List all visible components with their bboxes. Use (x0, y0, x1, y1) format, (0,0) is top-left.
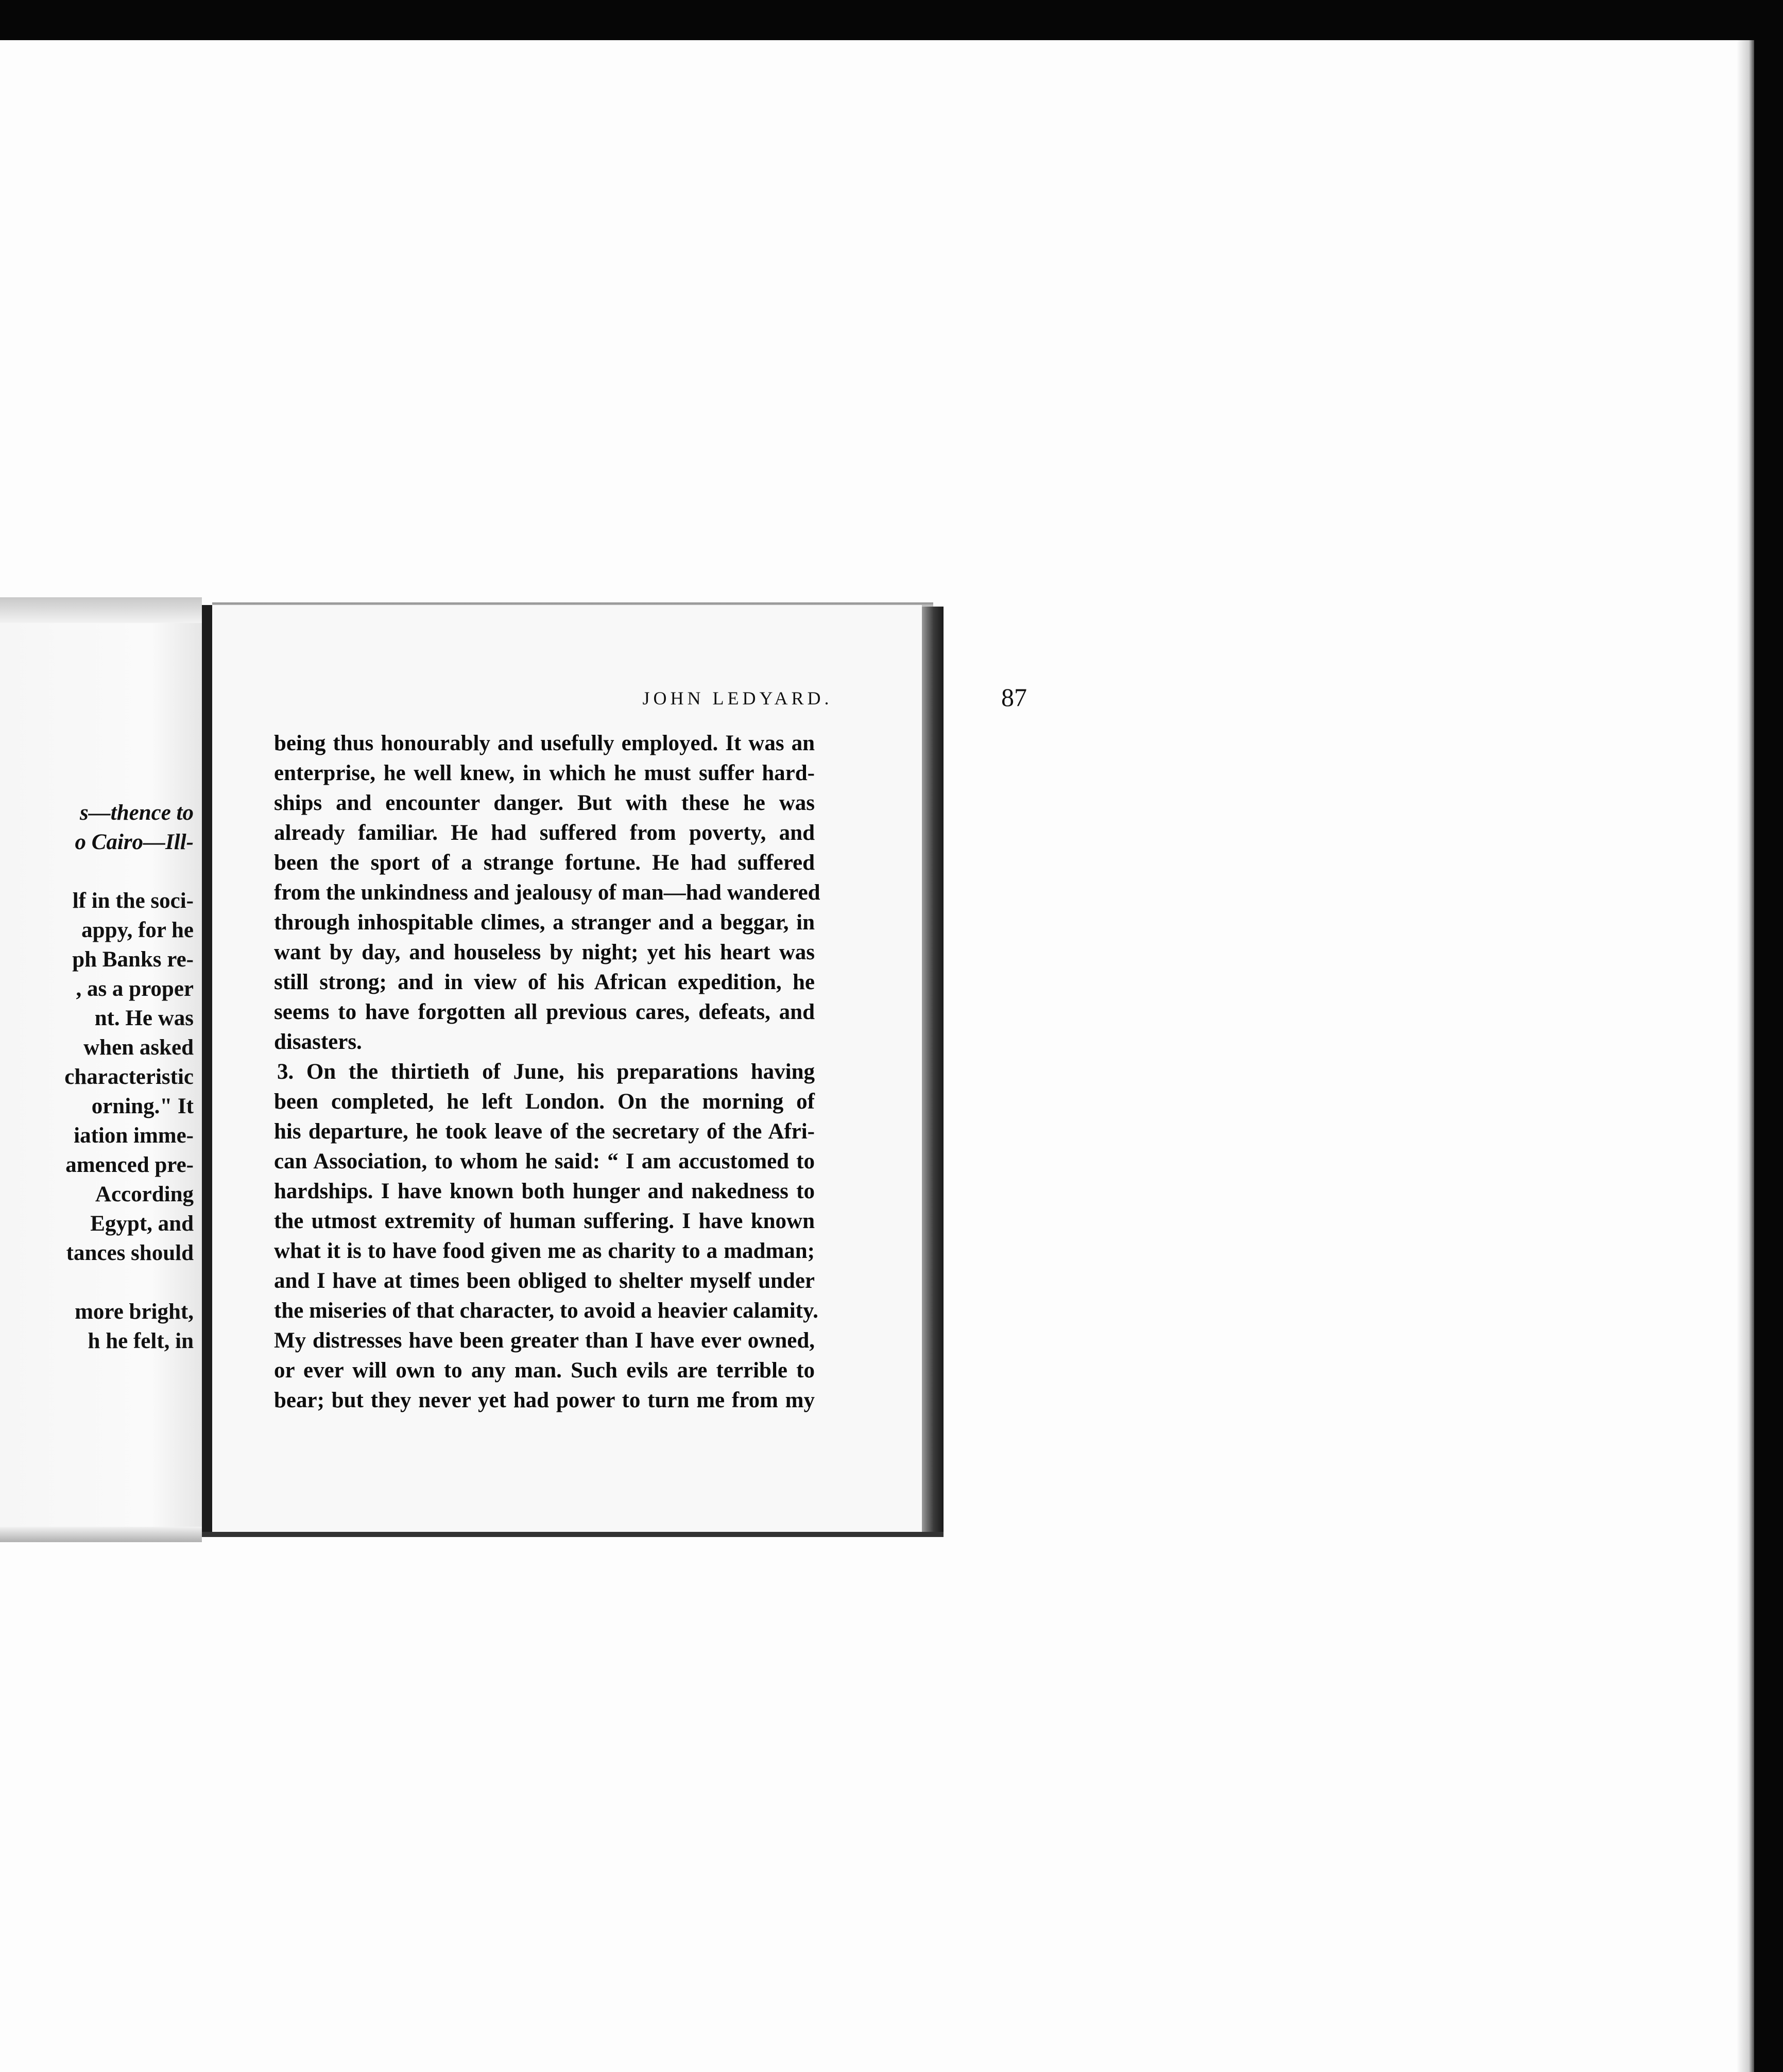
left-page-top-shadow (0, 597, 202, 623)
text-line: from the unkindness and jealousy of man—had wandered (274, 880, 820, 905)
text-line: want by day, and houseless by night; yet his heart was (274, 940, 815, 964)
right-page-fore-edge (922, 607, 944, 1537)
left-text-line: According (95, 1182, 194, 1206)
text-line: still strong; and in view of his African expedition, he (274, 970, 815, 994)
left-text-line: nt. He was (94, 1006, 194, 1030)
page-number: 87 (1001, 683, 1027, 712)
text-line: seems to have forgotten all previous cares, defeats, and (274, 1000, 815, 1024)
text-line: My distresses have been greater than I have ever owned, (274, 1328, 815, 1353)
left-text-line: amenced pre- (65, 1153, 194, 1177)
text-line: 3. On the thirtieth of June, his preparations having (277, 1060, 815, 1084)
left-text-line: tances should (66, 1241, 194, 1265)
text-line: and I have at times been obliged to shelter myself under (274, 1269, 815, 1293)
text-line: been the sport of a strange fortune. He had suffered (274, 851, 815, 875)
text-line: the miseries of that character, to avoid a heavier calamity. (274, 1299, 818, 1323)
left-text-line: ph Banks re- (72, 947, 194, 972)
text-line: ships and encounter danger. But with these he was (274, 791, 815, 815)
text-line: or ever will own to any man. Such evils are terrible to (274, 1358, 815, 1383)
text-line: his departure, he took leave of the secretary of the Afri- (274, 1119, 815, 1144)
left-text-line: s—thence to (80, 801, 194, 825)
text-line: being thus honourably and usefully employed. It was an (274, 731, 815, 755)
running-title: JOHN LEDYARD. (642, 688, 833, 709)
page-bottom-edge (202, 1532, 944, 1537)
text-line: been completed, he left London. On the morning of (274, 1090, 815, 1114)
book-gutter (202, 605, 212, 1537)
left-text-line: h he felt, in (88, 1329, 194, 1353)
text-line: what it is to have food given me as charity to a madman; (274, 1239, 815, 1263)
text-line: hardships. I have known both hunger and nakedness to (274, 1179, 815, 1203)
text-line: disasters. (274, 1030, 362, 1054)
left-text-line: Egypt, and (90, 1212, 194, 1236)
text-line: through inhospitable climes, a stranger and a beggar, in (274, 910, 815, 935)
left-page-bottom-shadow (0, 1527, 202, 1542)
left-text-line: when asked (83, 1035, 194, 1060)
scanner-border-top (0, 0, 1783, 40)
text-line: the utmost extremity of human suffering. I have known (274, 1209, 815, 1233)
left-text-line: appy, for he (81, 918, 194, 942)
scanner-border-right (1754, 0, 1783, 2072)
left-text-line: lf in the soci- (72, 889, 194, 913)
text-line: already familiar. He had suffered from poverty, and (274, 821, 815, 845)
text-line: can Association, to whom he said: “ I am accustomed to (274, 1149, 815, 1173)
left-text-line: , as a proper (76, 977, 194, 1001)
right-page (212, 605, 1027, 1532)
left-text-line: orning." It (91, 1094, 194, 1118)
text-line: enterprise, he well knew, in which he must suffer hard- (274, 761, 815, 785)
left-text-line: o Cairo—Ill- (75, 830, 194, 854)
left-page (0, 597, 202, 1542)
scanner-edge-shadow (1737, 40, 1754, 2072)
left-text-line: more bright, (75, 1300, 194, 1324)
text-line: bear; but they never yet had power to turn me from my (274, 1388, 815, 1412)
left-text-line: iation imme- (74, 1124, 194, 1148)
left-text-line: characteristic (64, 1065, 194, 1089)
